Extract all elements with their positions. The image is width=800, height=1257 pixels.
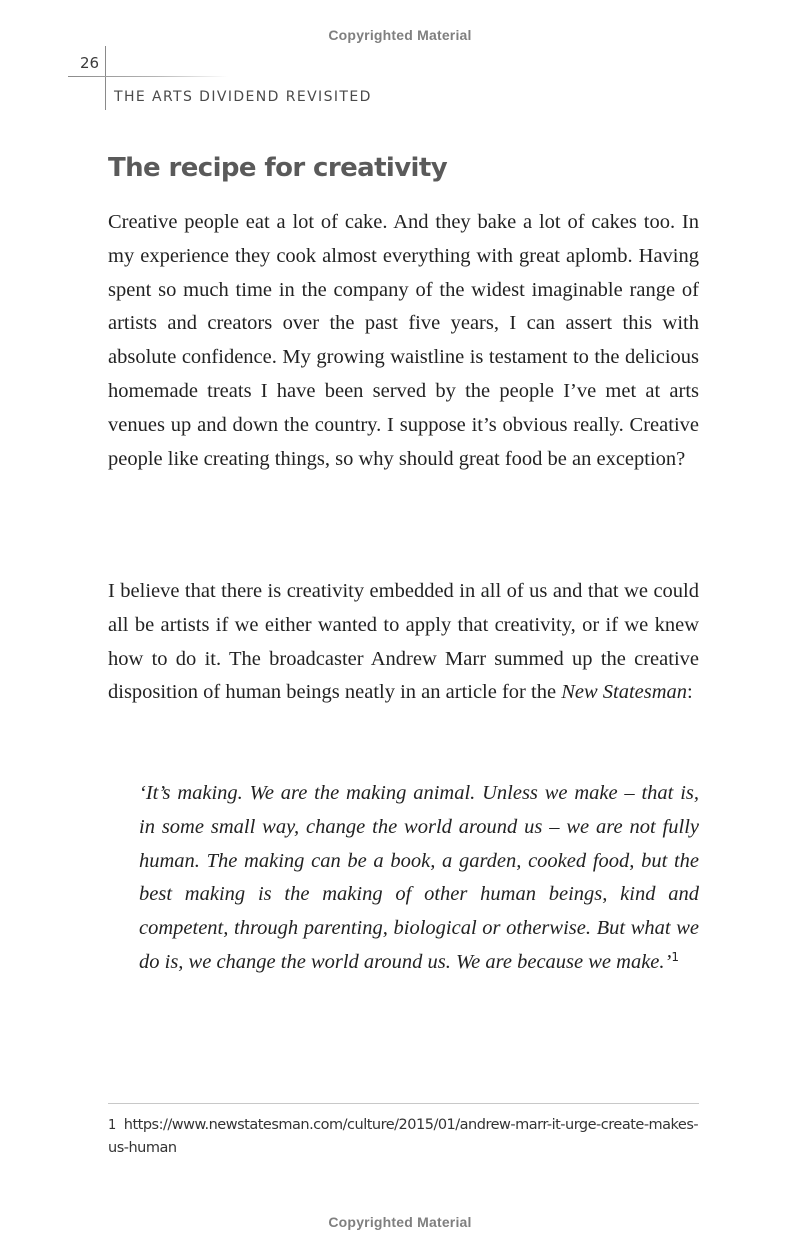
body-paragraph bbox=[108, 575, 699, 710]
block-quote bbox=[139, 777, 699, 980]
body-paragraph: Creative people eat a lot of cake. And they bake a lot of cakes too. In my experience they cook almost everything with great aplomb. Having spent so much time in the company of the widest imaginable range of artists and creators over the past five years, I can assert this with absolute confidence. My growing waistline is testament to the delicious homemade treats I have been served by the people I’ve met at arts venues up and down the country. I suppose it’s obvious really. Creative people like creating things, so why should great food be an exception? bbox=[108, 211, 699, 470]
page-number: 26 bbox=[80, 54, 100, 72]
footnote-reference[interactable]: 1 bbox=[671, 949, 679, 964]
paragraph-text: I believe that there is creativity embedded in all of us and that we could all be artists if we either wanted to apply that creativity, or if we knew how to do it. The broadcaster Andrew Marr summed up the creative disposition of human beings neatly in an article for the bbox=[108, 580, 699, 704]
quote-text: ‘It’s making. We are the making animal. Unless we make – that is, in some small way, change the world around us – we are not fully human. The making can be a book, a garden, cooked food, but the best making is the making of other human beings, kind and competent, through parenting, biological or otherwise. But what we do is, we change the world around us. We are because we make.’ bbox=[139, 782, 699, 973]
footnote-number: 1 bbox=[108, 1118, 116, 1133]
footnote-divider bbox=[108, 1103, 699, 1104]
footnote bbox=[108, 1114, 699, 1160]
section-heading: The recipe for creativity bbox=[108, 153, 448, 183]
running-head: THE ARTS DIVIDEND REVISITED bbox=[114, 89, 372, 105]
header-vertical-rule bbox=[105, 46, 106, 110]
publication-title: New Statesman bbox=[561, 681, 688, 704]
copyright-watermark-bottom: Copyrighted Material bbox=[328, 1214, 472, 1230]
footnote-url[interactable]: https://www.newstatesman.com/culture/2015/01/andrew-marr-it-urge-create-makes-us-human bbox=[108, 1117, 699, 1156]
header-horizontal-rule bbox=[68, 76, 228, 77]
paragraph-text: : bbox=[687, 681, 693, 704]
copyright-watermark-top: Copyrighted Material bbox=[328, 27, 472, 43]
